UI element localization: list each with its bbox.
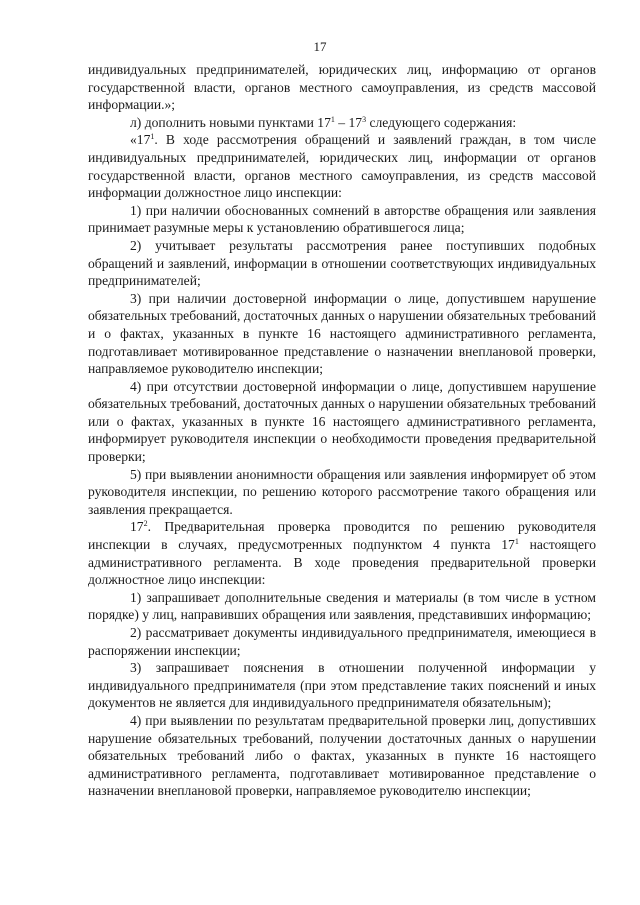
- paragraph: индивидуальных предпринимателей, юридических лиц, информацию от органов государственной власти, органов местного самоуправления, из средств массовой информации.»;: [88, 62, 596, 113]
- paragraph: «$17^1$. В ходе рассмотрения обращений и заявлений граждан, в том числе индивидуальных предпринимателей, юридических лиц, информации от органов государственной власти, органов местного самоуправления, из средств массовой информации должностное лицо инспекции:: [88, 132, 596, 201]
- paragraph: 2) рассматривает документы индивидуального предпринимателя, имеющиеся в распоряжении инспекции;: [88, 625, 596, 658]
- paragraph: $17^2$. Предварительная проверка проводится по решению руководителя инспекции в случаях, предусмотренных подпунктом 4 пункта $17^1$ настоящего административного регламента. В ходе проведения предварительной проверки должностное лицо инспекции:: [88, 519, 597, 588]
- paragraph: 2) учитывает результаты рассмотрения ранее поступивших подобных обращений и заявлений, информации в отношении соответствующих индивидуальных предпринимателей;: [88, 237, 596, 289]
- paragraph: 4) при отсутствии достоверной информации о лице, допустившем нарушение обязательных требований, достаточных данных о нарушении обязательных требований или о фактах, указанных в пункте 16 настоящего административного регламента, информирует руководителя инспекции о необходимости проведения предварительной проверки;: [88, 378, 596, 465]
- document-body: [88, 61, 596, 800]
- paragraph: 4) при выявлении по результатам предварительной проверки лиц, допустивших нарушение обязательных требований, получении достаточных данных о нарушении обязательных требований либо о фактах, указанных в пункте 16 настоящего административного регламента, подготавливает мотивированное представление о назначении внеплановой проверки, направляемое руководителю инспекции;: [88, 712, 596, 799]
- paragraph: 3) запрашивает пояснения в отношении полученной информации у индивидуального предпринимателя (при этом представление таких пояснений и иных документов не является для индивидуального предпринимателя обязательным);: [88, 660, 596, 711]
- paragraph: л) дополнить новыми пунктами $17^1 - 17^3$ следующего содержания:: [130, 114, 517, 130]
- paragraph: 1) запрашивает дополнительные сведения и материалы (в том числе в устном порядке) у лиц, направивших обращения или заявления, представивших информацию;: [88, 589, 596, 623]
- paragraph: 3) при наличии достоверной информации о лице, допустившем нарушение обязательных требований, достаточных данных о нарушении обязательных требований и о фактах, указанных в пункте 16 настоящего административного регламента, подготавливает мотивированное представление о назначении внеплановой проверки, направляемое руководителю инспекции;: [88, 290, 596, 377]
- page-number: 17: [313, 39, 327, 54]
- paragraph: 1) при наличии обоснованных сомнений в авторстве обращения или заявления принимает разумные меры к установлению обратившегося лица;: [88, 202, 596, 236]
- paragraph: 5) при выявлении анонимности обращения или заявления информирует об этом руководителя инспекции, по решению которого рассмотрение такого обращения или заявления прекращается.: [88, 466, 596, 517]
